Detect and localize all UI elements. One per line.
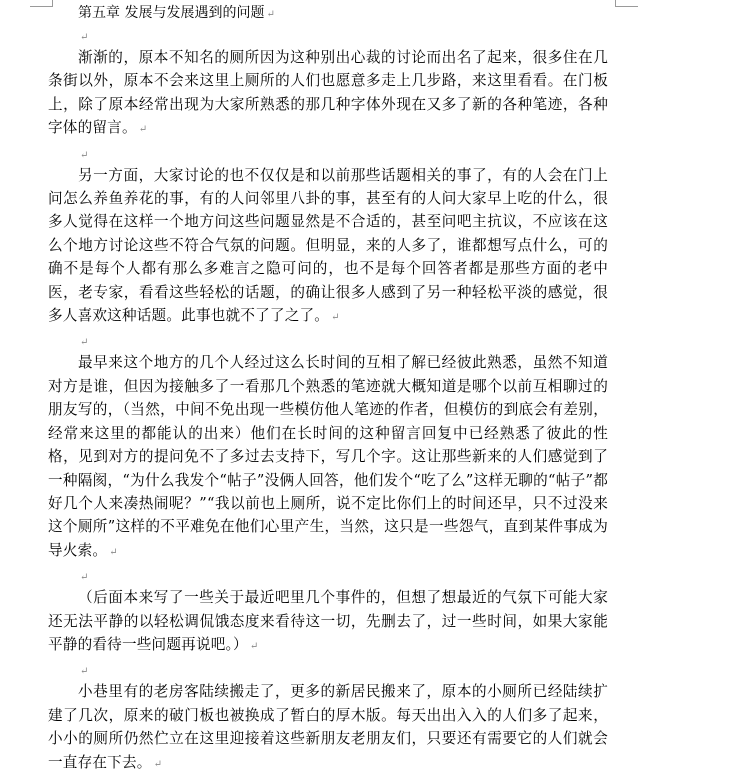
paragraph-mark-icon: ↵ <box>80 572 89 584</box>
paragraph-text: 渐渐的，原本不知名的厕所因为这种别出心裁的讨论而出名了起来，很多住在几条街以外，原本不会来这里上厕所的人们也愿意多走上几步路，来这里看看。在门板上，除了原本经常出现为大家所熟悉的那几种字体外现在又多了新的各种笔迹，各种字体的留言。 <box>48 49 608 137</box>
chapter-title-text: 第五章 发展与发展遇到的问题 <box>78 5 265 21</box>
paragraph-mark-icon: ↵ <box>249 640 259 652</box>
paragraph-mark-icon: ↵ <box>138 124 148 136</box>
paragraph-mark-icon: ↵ <box>266 9 275 20</box>
chapter-title <box>78 4 608 24</box>
empty-paragraph <box>48 658 608 680</box>
paragraph-5 <box>48 680 608 776</box>
paragraph-mark-icon: ↵ <box>80 337 89 349</box>
paragraph-text: 小巷里有的老房客陆续搬走了，更多的新居民搬来了，原本的小厕所已经陆续扩建了几次，原来的破门板也被换成了暂白的厚木版。每天出出入入的人们多了起来，小小的厕所仍然伫立在这里迎接着这些新朋友老朋友们，只要还有需要它的人们就会一直存在下去。 <box>48 683 608 771</box>
paragraph-mark-icon: ↵ <box>80 32 89 43</box>
document-body[interactable] <box>48 4 608 776</box>
paragraph-mark-icon: ↵ <box>80 149 89 161</box>
paragraph-1 <box>48 46 608 142</box>
paragraph-text: 另一方面，大家讨论的也不仅仅是和以前那些话题相关的事了，有的人会在门上问怎么养鱼养花的事，有的人问邻里八卦的事，甚至有的人问大家早上吃的什么，很多人觉得在这样一个地方问这些问题显然是不合适的，甚至问吧主抗议，不应该在这么个地方讨论这些不符合气氛的问题。但明显，来的人多了，谁都想写点什么，可的确不是每个人都有那么多难言之隐可问的，也不是每个回答者都是那些方面的老中医，老专家，看看这些轻松的话题，的确让很多人感到了另一种轻松平淡的感觉，很多人喜欢这种话题。此事也就不了了之了。 <box>48 166 608 325</box>
paragraph-4 <box>48 586 608 658</box>
empty-paragraph <box>48 142 608 164</box>
paragraph-text: 最早来这个地方的几个人经过这么长时间的互相了解已经彼此熟悉，虽然不知道对方是谁，但因为接触多了一看那几个熟悉的笔迹就大概知道是哪个以前互相聊过的朋友写的，（当然，中间不免出现一些模仿他人笔迹的作者，但模仿的到底会有差别，经常来这里的都能认的出来）他们在长时间的这种留言回复中已经熟悉了彼此的性格，见到对方的提问免不了多过去支持下，写几个字。这让那些新来的人们感觉到了一种隔阂，“为什么我发个“帖子”没俩人回答，他们发个“吃了么”这样无聊的“帖子”都好几个人来凑热闹呢？”“我以前也上厕所，说不定比你们上的时间还早，只不过没来这个厕所”这样的不平难免在他们心里产生，当然，这只是一些怨气，直到某件事成为导火索。 <box>48 354 608 559</box>
paragraph-3 <box>48 351 608 564</box>
page-corner-mark-right <box>615 0 638 7</box>
paragraph-mark-icon: ↵ <box>153 758 163 770</box>
paragraph-2 <box>48 164 608 330</box>
paragraph-mark-icon: ↵ <box>331 312 340 324</box>
empty-paragraph <box>48 24 608 46</box>
paragraph-text: （后面本来写了一些关于最近吧里几个事件的，但想了想最近的气氛下可能大家还无法平静的以轻松调侃饿态度来看待这一切，先删去了，过一些时间，如果大家能平静的看待一些问题再说吧。） <box>48 589 608 653</box>
paragraph-mark-icon: ↵ <box>109 546 118 558</box>
paragraph-mark-icon: ↵ <box>80 666 89 678</box>
empty-paragraph <box>48 564 608 586</box>
empty-paragraph <box>48 329 608 351</box>
